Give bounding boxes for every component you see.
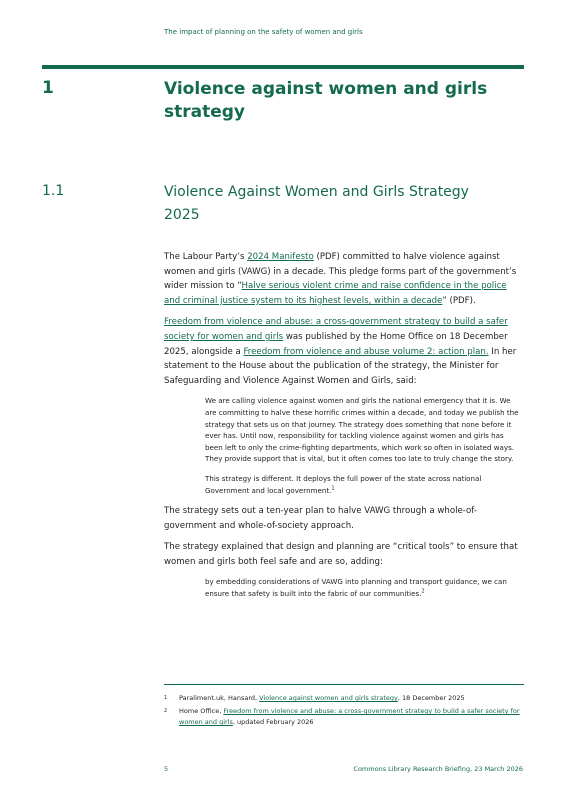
footnote-ref-2[interactable]: 2: [421, 588, 425, 595]
chapter-title: Violence against women and girls strategy: [164, 79, 488, 122]
quote-paragraph-2: [205, 473, 523, 496]
home-office-link[interactable]: Freedom from violence and abuse: a cross-government strategy to build a safer society for women and girls: [179, 707, 520, 726]
manifesto-link[interactable]: 2024 Manifesto: [247, 252, 314, 262]
footnote-rule: [164, 684, 524, 685]
text: by embedding considerations of VAWG into planning and transport guidance, we can ensure that safety is built into the fabric of our communities.: [205, 577, 507, 599]
strategy-quote: [205, 576, 523, 599]
text: (PDF) committed to halve violence against women and girls (VAWG) in a decade. This pledge forms part of the government’s wider mission to “: [164, 252, 517, 292]
action-plan-link[interactable]: Freedom from violence and abuse volume 2: action plan.: [243, 346, 489, 357]
footnote-ref-1[interactable]: 1: [331, 485, 335, 492]
text: , 18 December 2025: [397, 694, 465, 702]
paragraph-design-planning: The strategy explained that design and planning are “critical tools” to ensure that women and girls both feel safe and are so, adding:: [164, 542, 518, 567]
running-head: The impact of planning on the safety of women and girls: [164, 28, 363, 36]
text: The Labour Party’s: [164, 252, 248, 262]
footnote-number: 1: [164, 695, 168, 701]
quote-paragraph: [205, 576, 523, 599]
strategy-link[interactable]: Freedom from violence and abuse: a cross-government strategy to build a safer society for women and girls: [164, 317, 508, 342]
text: Paraliment.uk, Hansard,: [179, 694, 260, 702]
paragraph-manifesto: [164, 250, 524, 308]
page-number: 5: [164, 765, 169, 773]
footnote: [164, 693, 524, 704]
text: This strategy is different. It deploys the full power of the state across national Government and local government.: [205, 473, 482, 495]
minister-quote: [205, 395, 523, 496]
section-title: Violence Against Women and Girls Strategy 2025: [164, 184, 469, 223]
footnote: [164, 706, 524, 728]
paragraph-strategy: [164, 315, 524, 388]
mission-link[interactable]: Halve serious violent crime and raise confidence in the police and criminal justice system to its highest levels, within a decade: [164, 281, 507, 306]
text: was published by the Home Office on 18 December 2025, alongside a: [164, 331, 508, 357]
body-text: [164, 250, 524, 608]
paragraph-ten-year-plan: The strategy sets out a ten-year plan to halve VAWG through a whole-of-government and whole-of-society approach.: [164, 506, 477, 531]
quote-paragraph-1: We are calling violence against women and girls the national emergency that it is. We are committing to halve these horrific crimes within a decade, and today we publish the strategy that sets us on that journey. The strategy does something that none before it ever has. Until now, responsibility for tackling violence against women and girls has been left to only the crime-fighting departments, which work so often in isolated ways. They provide support that is vital, but it often comes too late to truly change the story.: [205, 396, 519, 464]
hansard-link[interactable]: Violence against women and girls strategy: [259, 694, 398, 702]
section-number: 1.1: [42, 183, 65, 199]
footnote-number: 2: [164, 708, 168, 714]
text: Home Office,: [179, 707, 224, 715]
footnotes: [164, 693, 524, 730]
footer-citation: Commons Library Research Briefing, 23 March 2026: [353, 765, 523, 773]
top-rule: [42, 65, 524, 69]
text: , updated February 2026: [232, 718, 314, 726]
text: ” (PDF).: [442, 295, 476, 306]
chapter-number: 1: [42, 78, 54, 98]
text: In her statement to the House about the publication of the strategy, the Minister for Safeguarding and Violence Against Women and Girls, said:: [164, 346, 517, 386]
